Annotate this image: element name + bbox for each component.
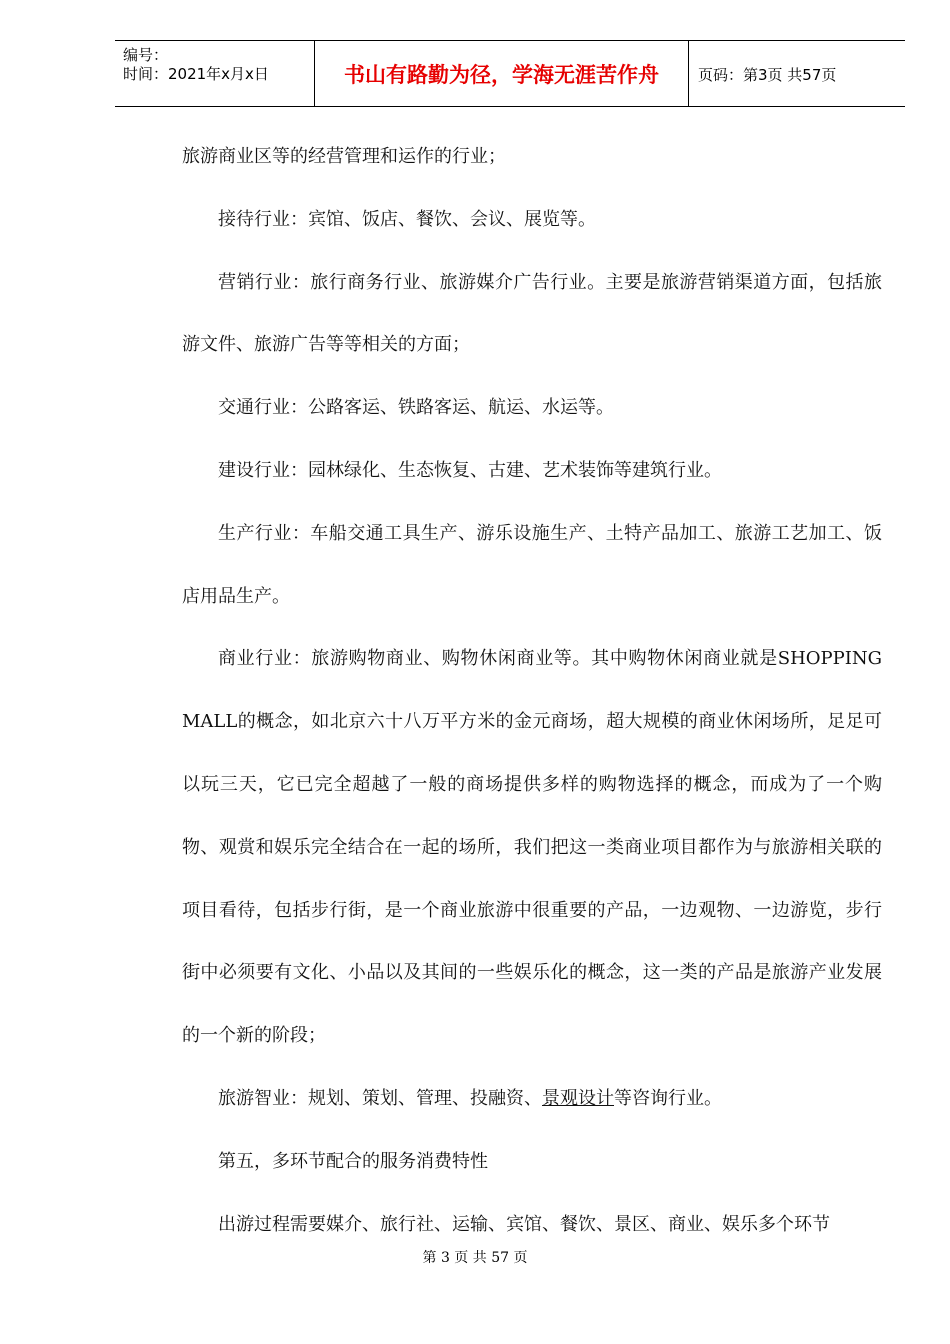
document-number-label: 编号： [123,46,169,64]
paragraph-5: 建设行业：园林绿化、生态恢复、古建、艺术装饰等建筑行业。 [218,459,722,481]
paragraph-4: 交通行业：公路客运、铁路客运、航运、水运等。 [218,397,614,419]
paragraph-7: 商业行业：旅游购物商业、购物休闲商业等。其中购物休闲商业就是SHOPPING MALL的概念，如北京六十八万平方米的金元商场，超大规模的商业休闲场所，足足可以玩三天，它已完全超越了一般的商场提供多样的购物选择的概念，而成为了一个购物、观赏和娱乐完全结合在一起的场所，我们把这一类商业项目都作为与旅游相关联的项目看待，包括步行街，是一个商业旅游中很重要的产品，一边观物、一边游览，步行街中必须要有文化、小品以及其间的一些娱乐化的概念，这一类的产品是旅游产业发展的一个新的阶段； [182,648,882,1047]
paragraph-8 [182,1068,882,1131]
paragraph-2: 接待行业：宾馆、饭店、餐饮、会议、展览等。 [218,208,596,230]
paragraph-6: 生产行业：车船交通工具生产、游乐设施生产、土特产品加工、旅游工艺加工、饭店用品生产。 [182,522,882,607]
page-footer: 第 3 页 共 57 页 [422,1250,528,1266]
paragraph-3: 营销行业：旅行商务行业、旅游媒介广告行业。主要是旅游营销渠道方面，包括旅游文件、旅游广告等等相关的方面； [182,271,882,356]
paragraph-8-after: 等咨询行业。 [614,1087,722,1109]
paragraph-1: 旅游商业区等的经营管理和运作的行业； [182,146,506,167]
page-header [115,40,905,107]
paragraph-8-before: 旅游智业：规划、策划、管理、投融资、 [218,1087,542,1109]
header-meta-cell [115,41,315,107]
document-time-label: 时间：2021年x月x日 [123,65,269,83]
document-body [182,126,882,1256]
paragraph-10: 出游过程需要媒介、旅行社、运输、宾馆、餐饮、景区、商业、娱乐多个环节 [218,1213,830,1235]
section-heading: 第五，多环节配合的服务消费特性 [218,1150,488,1172]
header-page-info: 页码：第3页 共57页 [698,65,837,84]
landscape-design-link[interactable]: 景观设计 [542,1087,614,1109]
header-motto: 书山有路勤为径，学海无涯苦作舟 [315,41,689,107]
